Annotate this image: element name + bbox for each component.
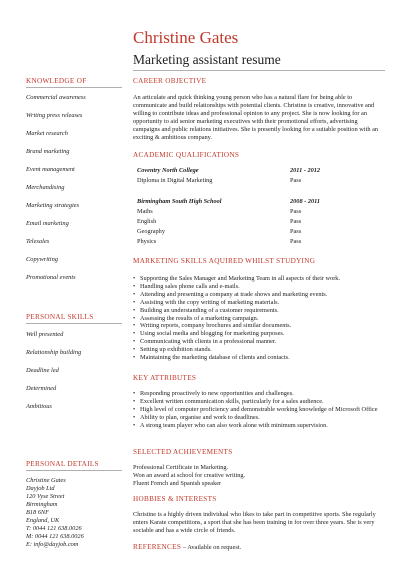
knowledge-item: Event management [26, 166, 75, 173]
marketing-skills-heading: MARKETING SKILLS AQUIRED WHILST STUDYING [133, 257, 316, 265]
details-country: England, UK [26, 517, 60, 524]
knowledge-item: Email marketing [26, 220, 69, 227]
list-item: • Assisting with the copy writing of marketing materials. [133, 299, 383, 307]
key-attributes-list [133, 390, 383, 430]
resume-name: Christine Gates [133, 28, 239, 47]
personal-skills-rule [26, 323, 122, 324]
career-objective-text: An articulate and quick thinking young person who has a natural flare for being able to communicate and build relationships with potential clients. Christine is creative, innovative and willing to contribute ideas and professional opinion to any project. She is now looking for an opportunity to aid senior marketing executives with their promotional efforts, advertising campaigns and public relations initiatives. She is presently looking for a suitable position with an exciting & ambitious company. [133, 94, 379, 141]
qualification-subject: Geography [137, 228, 165, 235]
references-heading: REFERENCES [133, 543, 182, 551]
marketing-skills-list [133, 275, 383, 362]
personal-details-rule [26, 470, 122, 471]
academic-heading: ACADEMIC QUALIFICATIONS [133, 151, 240, 159]
personal-skill-item: Determined [26, 385, 57, 392]
personal-skill-item: Relationship building [26, 349, 82, 356]
knowledge-item: Merchandising [26, 184, 65, 191]
career-objective-heading: CAREER OBJECTIVE [133, 77, 207, 85]
details-name: Christine Gates [26, 477, 66, 484]
list-item: • Ability to plan, organise and work to deadlines. [133, 414, 383, 422]
knowledge-item: Marketing strategies [26, 202, 80, 209]
personal-skill-item: Well presented [26, 331, 64, 338]
knowledge-item: Brand marketing [26, 148, 70, 155]
qualification-subject: English [137, 218, 157, 225]
hobbies-heading: HOBBIES & INTERESTS [133, 495, 217, 503]
key-attributes-heading: KEY ATTRIBUTES [133, 374, 197, 382]
list-item: • High level of computer proficiency and demonstrable working knowledge of Microsoft Office [133, 406, 383, 414]
qualification-years: 2008 - 2011 [290, 198, 321, 205]
qualification-result: Pass [290, 177, 302, 184]
list-item: • Supporting the Sales Manager and Marketing Team in all aspects of their work. [133, 275, 383, 283]
list-item: • Handling sales phone calls and e-mails. [133, 283, 383, 291]
achievement-item: Won an award at school for creative writing. [133, 472, 246, 479]
personal-skills-heading: PERSONAL SKILLS [26, 313, 94, 321]
list-item: • Excellent written communication skills, particularly for a sales audience. [133, 398, 383, 406]
details-telephone: T: 0044 121 638.0026 [26, 525, 82, 532]
qualification-years: 2011 - 2012 [290, 167, 321, 174]
qualification-institution: Birmingham South High School [137, 198, 222, 205]
qualification-subject: Maths [137, 208, 153, 215]
list-item: • Attending and presenting a company at trade shows and marketing events. [133, 291, 383, 299]
achievements-heading: SELECTED ACHIEVEMENTS [133, 448, 233, 456]
knowledge-item: Commercial awareness [26, 94, 86, 101]
qualification-result: Pass [290, 228, 302, 235]
details-city: Birmingham [26, 501, 58, 508]
references-line [133, 543, 241, 551]
qualification-subject: Physics [137, 238, 157, 245]
list-item: • Responding proactively to new opportunities and challenges. [133, 390, 383, 398]
references-text: – Available on request. [182, 544, 242, 551]
resume-subtitle: Marketing assistant resume [133, 52, 281, 67]
details-company: Dayjob Ltd [26, 485, 55, 492]
list-item: • A strong team player who can also work alone with minimum supervision. [133, 422, 383, 430]
list-item: • Communicating with clients in a professional manner. [133, 338, 383, 346]
knowledge-rule [26, 87, 122, 88]
knowledge-item: Promotional events [26, 274, 76, 281]
hobbies-text: Christine is a highly driven individual who likes to take part in competitive sports. She regularly enters Karate competitions, a sport that she has been training in for over three years. She is very sociable and has a wide circle of friends. [133, 511, 376, 534]
qualification-subject: Diploma in Digital Marketing [137, 177, 213, 184]
qualification-result: Pass [290, 238, 302, 245]
details-street: 120 Vyse Street [26, 493, 65, 500]
knowledge-item: Copywriting [26, 256, 58, 263]
list-item: • Assessing the results of a marketing campaign. [133, 315, 383, 323]
list-item: • Using social media and blogging for marketing purposes. [133, 330, 383, 338]
achievement-item: Fluent French and Spanish speaker [133, 480, 222, 487]
personal-skill-item: Deadline led [26, 367, 59, 374]
header-rule [133, 70, 385, 71]
personal-skill-item: Ambitious [26, 403, 52, 410]
knowledge-item: Writing press releases [26, 112, 83, 119]
list-item: • Building an understanding of a customer requirements. [133, 307, 383, 315]
list-item: • Setting up exhibition stands. [133, 346, 383, 354]
qualification-result: Pass [290, 218, 302, 225]
details-email: E: info@dayjob.com [26, 541, 79, 548]
knowledge-item: Telesales [26, 238, 50, 245]
qualification-institution: Coventry North College [137, 167, 199, 174]
details-postcode: B18 6NF [26, 509, 49, 516]
knowledge-heading: KNOWLEDGE OF [26, 77, 87, 85]
knowledge-item: Market research [26, 130, 68, 137]
details-mobile: M: 0044 121 638.0026 [26, 533, 84, 540]
list-item: • Writing reports, company brochures and similar documents. [133, 322, 383, 330]
achievement-item: Professional Certificate in Marketing. [133, 464, 229, 471]
personal-details-heading: PERSONAL DETAILS [26, 460, 99, 468]
list-item: • Maintaining the marketing database of clients and contacts. [133, 354, 383, 362]
qualification-result: Pass [290, 208, 302, 215]
